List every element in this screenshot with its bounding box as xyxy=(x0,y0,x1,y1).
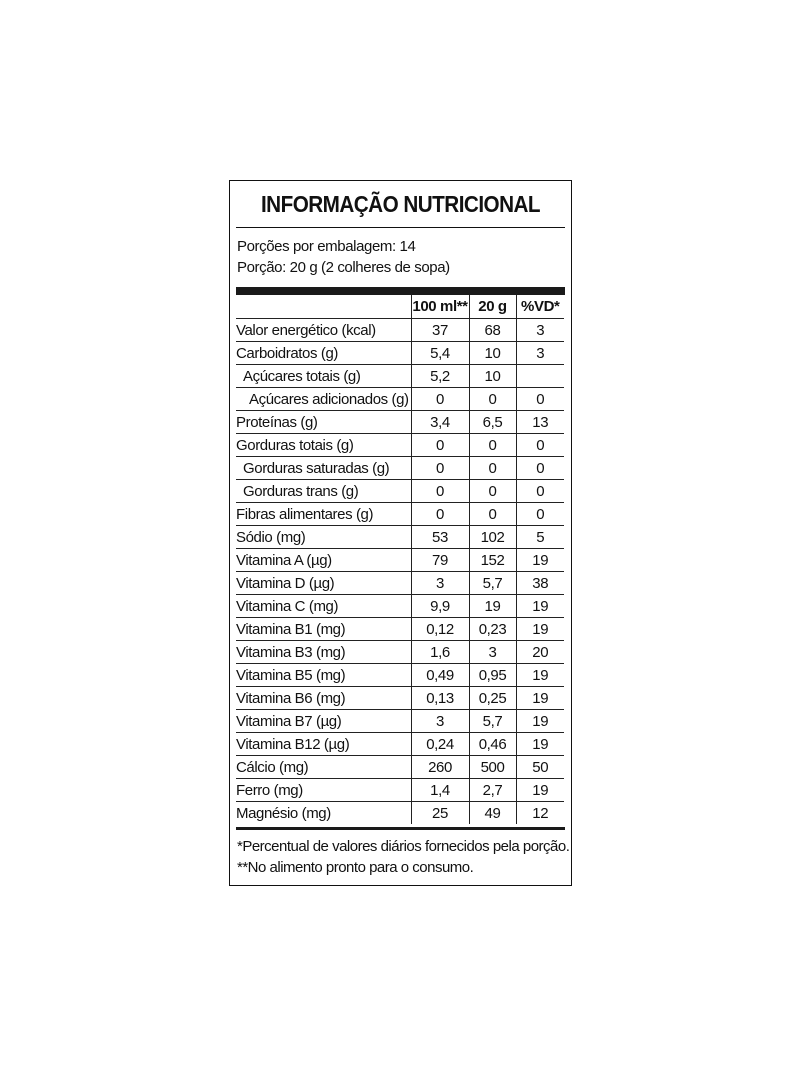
nutrient-name: Vitamina B5 (mg) xyxy=(236,664,411,687)
table-row xyxy=(236,526,564,549)
table-row xyxy=(236,618,564,641)
value-daily-percent: 13 xyxy=(516,411,564,434)
nutrient-name: Vitamina D (µg) xyxy=(236,572,411,595)
value-daily-percent: 0 xyxy=(516,457,564,480)
nutrition-table xyxy=(236,295,564,824)
table-row xyxy=(236,664,564,687)
table-row xyxy=(236,687,564,710)
nutrient-name: Vitamina A (µg) xyxy=(236,549,411,572)
value-per-20g: 0 xyxy=(469,434,516,457)
table-row xyxy=(236,365,564,388)
table-row xyxy=(236,319,564,342)
header-per-100ml: 100 ml** xyxy=(411,295,469,319)
value-daily-percent: 5 xyxy=(516,526,564,549)
table-row xyxy=(236,503,564,526)
value-per-100ml: 1,6 xyxy=(411,641,469,664)
value-daily-percent: 19 xyxy=(516,710,564,733)
value-per-100ml: 0 xyxy=(411,388,469,411)
nutrient-name: Açúcares totais (g) xyxy=(236,365,411,388)
value-daily-percent xyxy=(516,365,564,388)
table-row xyxy=(236,411,564,434)
nutrient-name: Carboidratos (g) xyxy=(236,342,411,365)
table-row xyxy=(236,710,564,733)
nutrient-name: Magnésio (mg) xyxy=(236,804,331,822)
value-per-20g: 5,7 xyxy=(469,572,516,595)
serving-size: Porção: 20 g (2 colheres de sopa) xyxy=(237,259,450,276)
value-per-100ml: 0 xyxy=(411,503,469,526)
value-daily-percent: 19 xyxy=(516,595,564,618)
nutrient-name: Gorduras saturadas (g) xyxy=(236,457,411,480)
value-per-100ml: 1,4 xyxy=(411,779,469,802)
nutrient-name: Valor energético (kcal) xyxy=(236,319,411,342)
value-per-20g: 0 xyxy=(469,503,516,526)
nutrient-name: Fibras alimentares (g) xyxy=(236,503,411,526)
nutrition-rows xyxy=(236,319,564,825)
value-per-20g: 102 xyxy=(469,526,516,549)
value-per-20g: 3 xyxy=(469,641,516,664)
value-per-20g: 500 xyxy=(469,756,516,779)
value-per-100ml: 3 xyxy=(411,710,469,733)
footnote-daily-value: *Percentual de valores diários fornecidos pela porção. xyxy=(237,838,570,855)
value-per-20g: 5,7 xyxy=(469,710,516,733)
value-daily-percent: 19 xyxy=(516,618,564,641)
value-daily-percent: 19 xyxy=(516,779,564,802)
value-per-100ml: 53 xyxy=(411,526,469,549)
nutrient-name: Vitamina B7 (µg) xyxy=(236,710,411,733)
value-per-100ml: 0,13 xyxy=(411,687,469,710)
table-row xyxy=(236,388,564,411)
table-row xyxy=(236,802,564,825)
table-row xyxy=(236,756,564,779)
nutrient-name: Gorduras trans (g) xyxy=(236,480,411,503)
value-per-100ml: 0 xyxy=(411,434,469,457)
table-row xyxy=(236,457,564,480)
value-per-100ml: 79 xyxy=(411,549,469,572)
table-row xyxy=(236,595,564,618)
header-nutrient xyxy=(236,295,411,319)
nutrient-name: Vitamina C (mg) xyxy=(236,595,411,618)
nutrient-name: Vitamina B6 (mg) xyxy=(236,687,411,710)
value-daily-percent: 3 xyxy=(516,342,564,365)
value-per-20g: 10 xyxy=(469,365,516,388)
value-per-20g: 6,5 xyxy=(469,411,516,434)
header-per-20g: 20 g xyxy=(469,295,516,319)
value-per-20g: 0,23 xyxy=(469,618,516,641)
nutrient-name: Gorduras totais (g) xyxy=(236,434,411,457)
table-row xyxy=(236,779,564,802)
value-daily-percent: 0 xyxy=(516,434,564,457)
nutrient-name: Cálcio (mg) xyxy=(236,756,411,779)
table-row xyxy=(236,342,564,365)
table-row xyxy=(236,549,564,572)
nutrient-name: Vitamina B3 (mg) xyxy=(236,641,411,664)
value-daily-percent: 38 xyxy=(516,572,564,595)
value-per-100ml: 0,12 xyxy=(411,618,469,641)
table-row xyxy=(236,733,564,756)
value-per-100ml: 0,49 xyxy=(411,664,469,687)
table-row xyxy=(236,480,564,503)
value-daily-percent: 50 xyxy=(516,756,564,779)
value-per-20g: 68 xyxy=(469,319,516,342)
value-per-20g: 0,46 xyxy=(469,733,516,756)
value-daily-percent: 20 xyxy=(516,641,564,664)
footnote-ready-to-consume: **No alimento pronto para o consumo. xyxy=(237,859,474,876)
nutrient-name: Vitamina B1 (mg) xyxy=(236,618,411,641)
nutrient-name: Sódio (mg) xyxy=(236,526,411,549)
value-per-20g: 19 xyxy=(469,595,516,618)
value-per-20g: 0 xyxy=(469,388,516,411)
value-daily-percent: 19 xyxy=(516,664,564,687)
value-per-100ml: 0,24 xyxy=(411,733,469,756)
value-per-100ml: 5,4 xyxy=(411,342,469,365)
value-per-20g: 0 xyxy=(469,480,516,503)
value-per-100ml: 37 xyxy=(411,319,469,342)
nutrient-name: Vitamina B12 (µg) xyxy=(236,733,411,756)
value-per-20g: 0,25 xyxy=(469,687,516,710)
value-per-20g: 10 xyxy=(469,342,516,365)
value-daily-percent: 19 xyxy=(516,733,564,756)
value-daily-percent: 12 xyxy=(516,802,564,825)
value-per-100ml: 25 xyxy=(411,802,469,825)
table-row xyxy=(236,572,564,595)
value-per-100ml: 0 xyxy=(411,480,469,503)
bottom-divider xyxy=(236,827,565,830)
value-daily-percent: 19 xyxy=(516,549,564,572)
value-per-20g: 0 xyxy=(469,457,516,480)
value-per-100ml: 5,2 xyxy=(411,365,469,388)
value-per-100ml: 9,9 xyxy=(411,595,469,618)
value-per-100ml: 3 xyxy=(411,572,469,595)
nutrient-name: Açúcares adicionados (g) xyxy=(236,388,411,411)
title-divider xyxy=(236,227,565,228)
table-header-row xyxy=(236,295,564,319)
header-daily-value: %VD* xyxy=(516,295,564,319)
value-daily-percent: 19 xyxy=(516,687,564,710)
value-daily-percent: 0 xyxy=(516,480,564,503)
nutrition-facts-label xyxy=(229,180,572,886)
value-per-100ml: 0 xyxy=(411,457,469,480)
value-per-100ml: 3,4 xyxy=(411,411,469,434)
value-per-20g: 152 xyxy=(469,549,516,572)
value-daily-percent: 3 xyxy=(516,319,564,342)
nutrient-name: Proteínas (g) xyxy=(236,411,411,434)
value-per-20g: 0,95 xyxy=(469,664,516,687)
value-per-20g: 49 xyxy=(469,802,516,825)
label-title: INFORMAÇÃO NUTRICIONAL xyxy=(260,191,541,217)
value-daily-percent: 0 xyxy=(516,388,564,411)
table-row xyxy=(236,641,564,664)
nutrient-name: Ferro (mg) xyxy=(236,779,411,802)
value-per-100ml: 260 xyxy=(411,756,469,779)
table-row xyxy=(236,434,564,457)
value-daily-percent: 0 xyxy=(516,503,564,526)
servings-per-package: Porções por embalagem: 14 xyxy=(237,238,416,255)
thick-divider xyxy=(236,287,565,295)
value-per-20g: 2,7 xyxy=(469,779,516,802)
